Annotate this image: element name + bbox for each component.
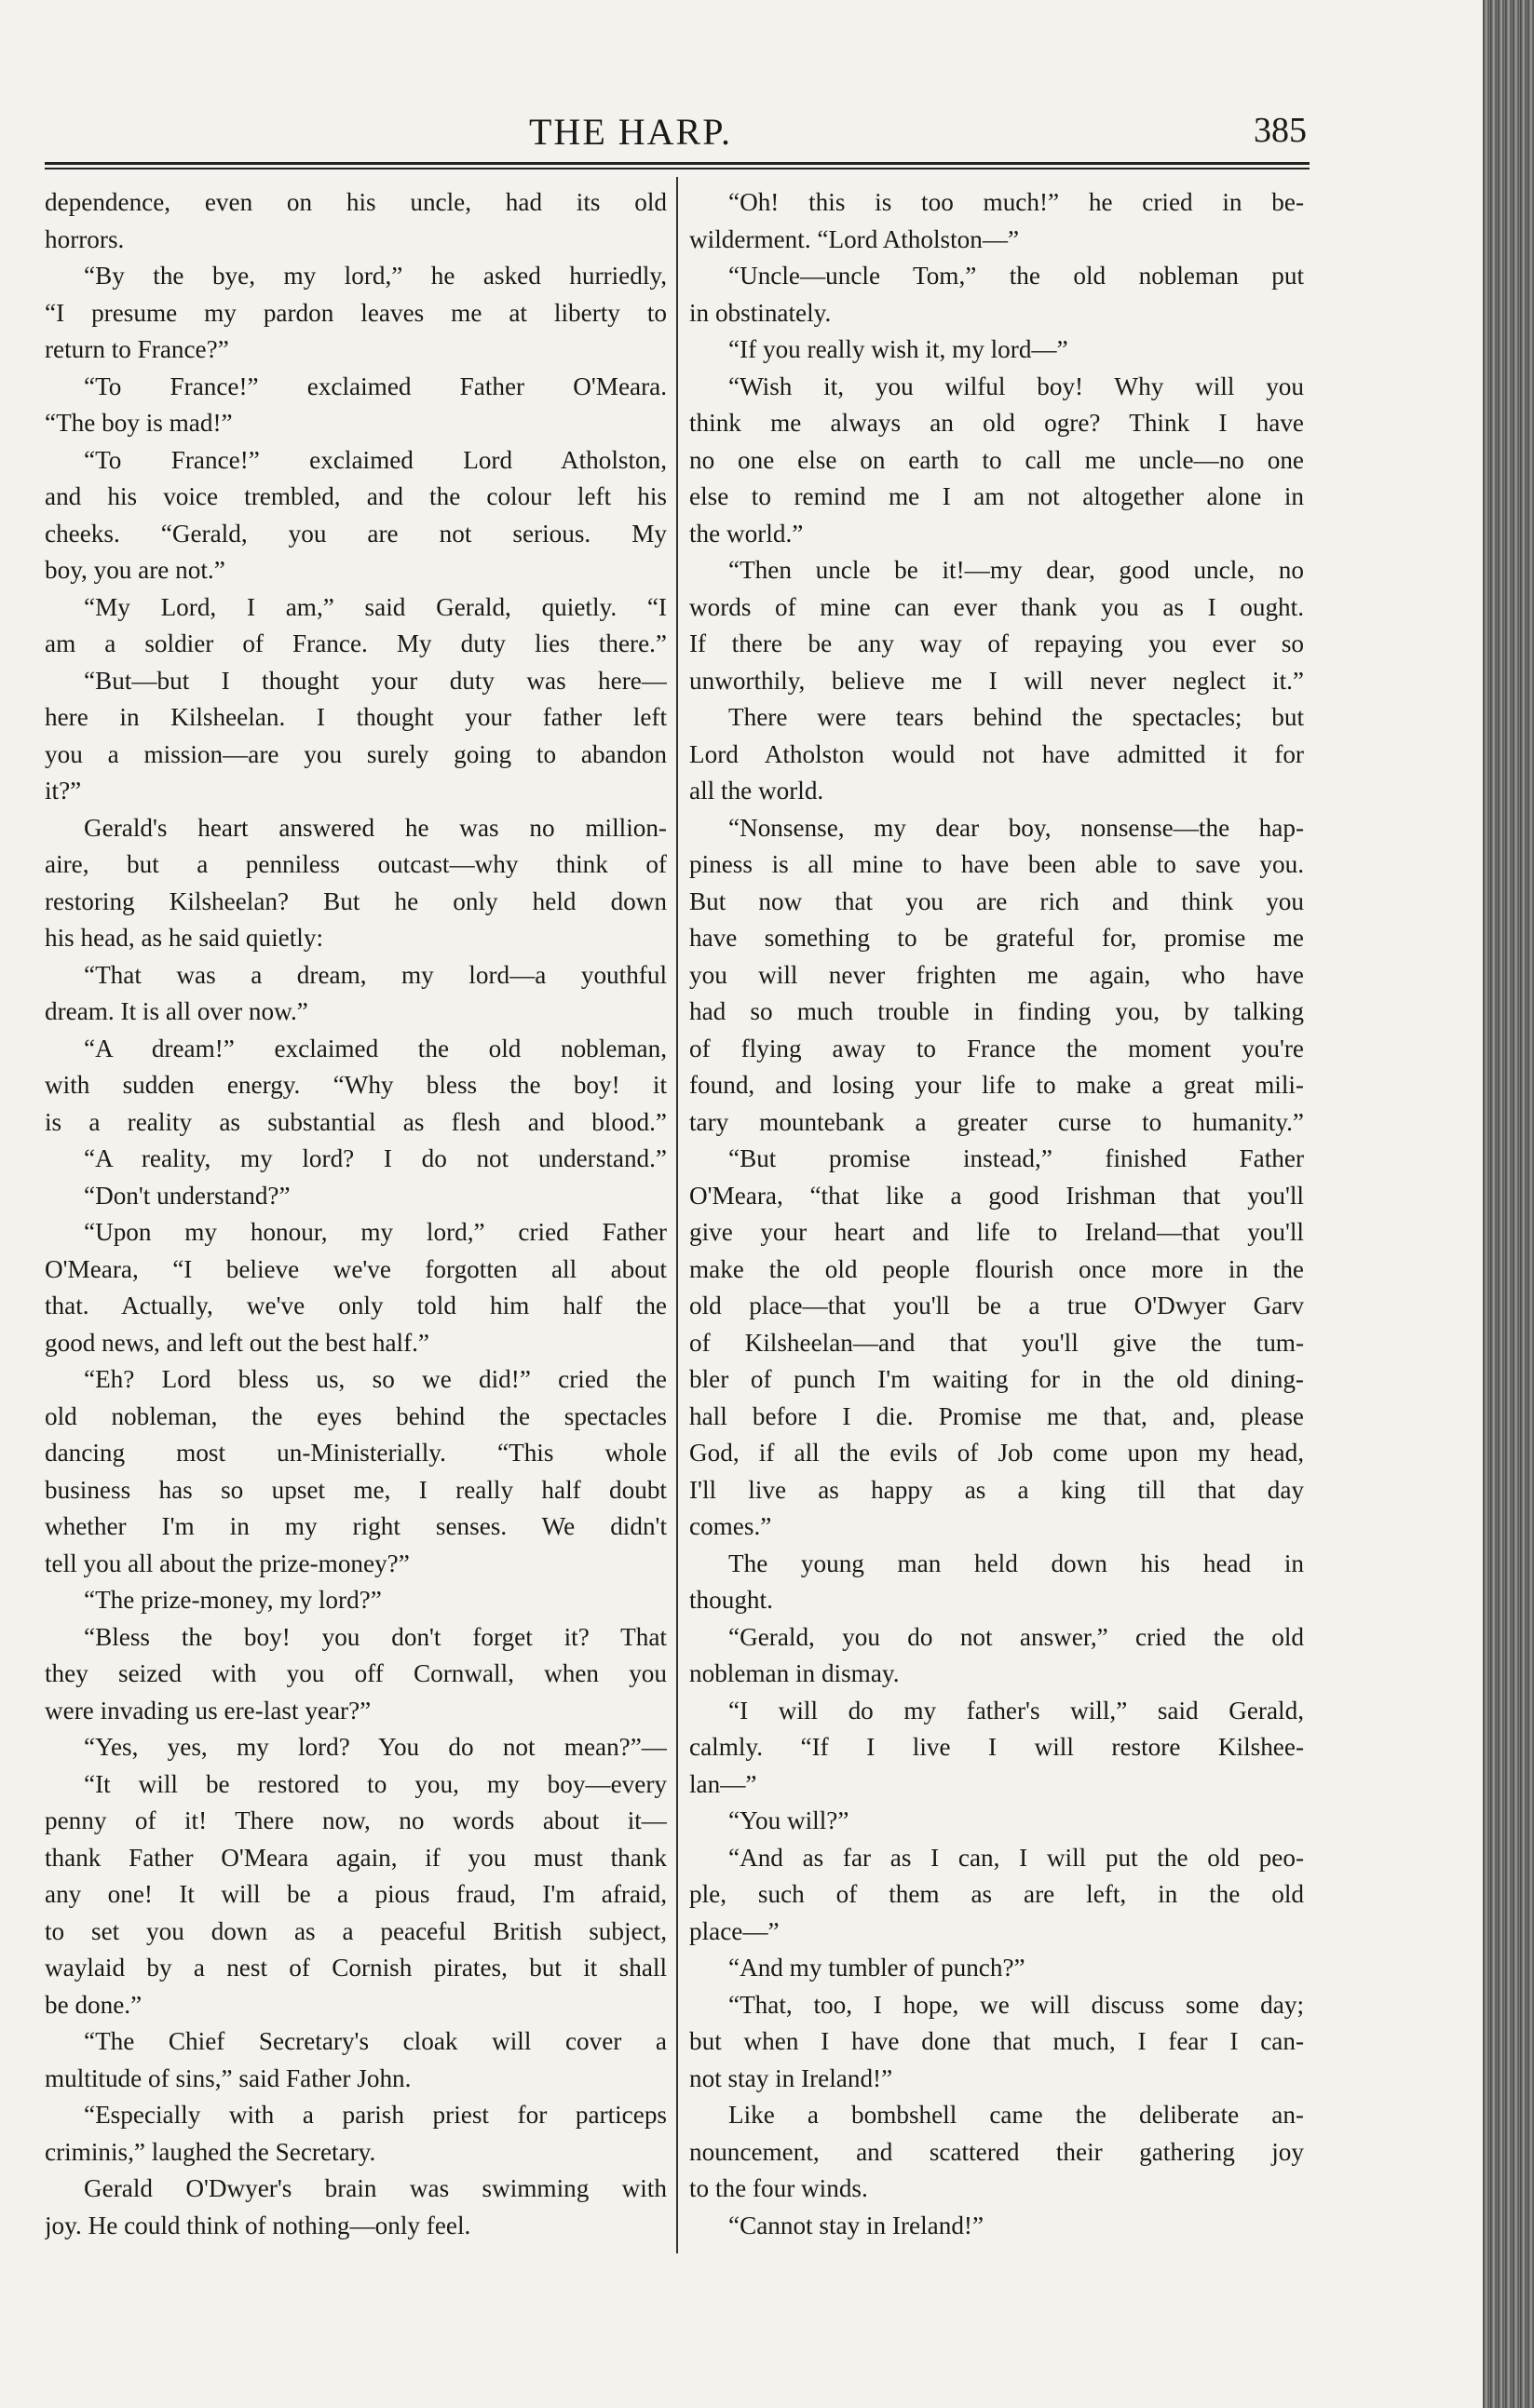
text-line: no one else on earth to call me uncle—no one [689,445,1304,474]
text-line: think me always an old ogre? Think I have [689,409,1304,437]
text-line: you a mission—are you surely going to abandon [45,739,667,768]
text-line: but when I have done that much, I fear I can- [689,2027,1304,2055]
text-line: unworthily, believe me I will never neglect it.” [689,666,1304,695]
text-line: good news, and left out the best half.” [45,1328,429,1357]
text-line: calmly. “If I live I will restore Kilshee- [689,1733,1304,1761]
text-line: joy. He could think of nothing—only feel. [45,2211,471,2239]
text-line: were invading us ere-last year?” [45,1696,372,1725]
text-line: of flying away to France the moment you're [689,1034,1304,1062]
text-line: comes.” [689,1512,772,1540]
text-line: Lord Atholston would not have admitted it for [689,739,1304,768]
page-header [45,110,1307,166]
text-line: “To France!” exclaimed Lord Atholston, [84,445,667,474]
text-line: is a reality as substantial as flesh and blood.” [45,1107,667,1136]
text-line: If there be any way of repaying you ever so [689,629,1304,657]
page-edge-scan-artifact [1483,0,1534,2408]
text-line: nouncement, and scattered their gathering joy [689,2137,1304,2166]
text-line: else to remind me I am not altogether alone in [689,482,1304,510]
text-line: “Uncle—uncle Tom,” the old nobleman put [728,262,1304,290]
text-line: be done.” [45,1990,143,2019]
text-line: the world.” [689,519,804,548]
text-line: “The Chief Secretary's cloak will cover a [84,2027,667,2055]
text-line: dependence, even on his uncle, had its old [45,188,667,216]
text-line: horrors. [45,224,125,253]
text-line: “I presume my pardon leaves me at liberty to [45,298,667,327]
text-line: “By the bye, my lord,” he asked hurriedly, [84,262,667,290]
text-line: with sudden energy. “Why bless the boy! it [45,1071,667,1099]
text-line: dancing most un-Ministerially. “This whole [45,1439,667,1467]
text-line: “Eh? Lord bless us, so we did!” cried the [84,1365,667,1393]
text-line: aire, but a penniless outcast—why think of [45,850,667,878]
text-line: dream. It is all over now.” [45,997,308,1025]
text-line: restoring Kilsheelan? But he only held down [45,886,667,915]
text-line: and his voice trembled, and the colour left his [45,482,667,510]
text-line: tary mountebank a greater curse to humanity.” [689,1107,1304,1136]
text-line: all the world. [689,777,824,805]
text-line: “You will?” [728,1806,849,1834]
text-line: “Especially with a parish priest for particeps [84,2101,667,2129]
text-line: “Don't understand?” [84,1181,291,1210]
text-line: “And as far as I can, I will put the old peo- [728,1843,1304,1872]
text-line: business has so upset me, I really half doubt [45,1475,667,1504]
text-line: tell you all about the prize-money?” [45,1549,410,1577]
header-rule-bottom [45,168,1310,169]
column-divider [676,177,678,2253]
text-line: penny of it! There now, no words about it— [45,1806,667,1834]
text-line: wilderment. “Lord Atholston—” [689,224,1020,253]
text-line: “My Lord, I am,” said Gerald, quietly. “I [84,592,667,621]
text-line: lan—” [689,1769,757,1798]
text-line: here in Kilsheelan. I thought your father left [45,703,667,731]
right-column [689,184,1304,2244]
text-line: to the four winds. [689,2174,868,2202]
text-line: make the old people flourish once more in the [689,1254,1304,1283]
text-line: “Cannot stay in Ireland!” [728,2211,984,2239]
text-line: “The prize-money, my lord?” [84,1586,382,1614]
text-line: There were tears behind the spectacles; but [728,703,1304,731]
text-line: The young man held down his head in [728,1549,1304,1577]
text-line: old place—that you'll be a true O'Dwyer Garv [689,1292,1304,1319]
text-line: “That, too, I hope, we will discuss some day; [728,1990,1304,2019]
text-line: God, if all the evils of Job come upon my head, [689,1439,1304,1467]
text-line: “But promise instead,” finished Father [728,1144,1304,1172]
text-line: thank Father O'Meara again, if you must thank [45,1843,667,1872]
text-line: O'Meara, “that like a good Irishman that you'll [689,1181,1304,1210]
text-line: of Kilsheelan—and that you'll give the tum- [689,1328,1304,1357]
header-rule-top [45,162,1310,165]
text-line: “Then uncle be it!—my dear, good uncle, no [728,556,1304,584]
text-line: you will never frighten me again, who have [689,960,1304,989]
text-line: multitude of sins,” said Father John. [45,2063,412,2092]
text-line: nobleman in dismay. [689,1659,900,1687]
text-line: Gerald's heart answered he was no million- [84,813,667,842]
text-line: Gerald O'Dwyer's brain was swimming with [84,2174,667,2202]
text-line: “But—but I thought your duty was here— [84,666,667,695]
text-line: piness is all mine to have been able to save you. [689,850,1304,878]
text-line: whether I'm in my right senses. We didn't [45,1512,667,1540]
text-line: But now that you are rich and think you [689,886,1304,915]
text-line: “A dream!” exclaimed the old nobleman, [84,1034,667,1062]
text-line: had so much trouble in finding you, by talking [689,997,1304,1025]
text-line: words of mine can ever thank you as I ought. [689,592,1304,621]
text-line: thought. [689,1586,773,1614]
text-line: “If you really wish it, my lord—” [728,335,1068,363]
text-line: cheeks. “Gerald, you are not serious. My [45,519,667,548]
text-line: give your heart and life to Ireland—that you'll [689,1218,1304,1246]
text-line: am a soldier of France. My duty lies there.” [45,629,667,657]
text-line: that. Actually, we've only told him half the [45,1292,667,1319]
text-line: “The boy is mad!” [45,409,233,437]
text-line: they seized with you off Cornwall, when you [45,1659,667,1687]
left-column [45,184,667,2244]
text-line: criminis,” laughed the Secretary. [45,2137,376,2166]
text-line: I'll live as happy as a king till that day [689,1475,1304,1504]
text-line: “Upon my honour, my lord,” cried Father [84,1218,667,1246]
text-line: “Gerald, you do not answer,” cried the old [728,1622,1304,1651]
text-line: to set you down as a peaceful British subject, [45,1916,667,1945]
text-line: “Wish it, you wilful boy! Why will you [728,372,1304,400]
text-line: O'Meara, “I believe we've forgotten all about [45,1254,667,1283]
publication-title: THE HARP. [529,111,733,153]
text-line: his head, as he said quietly: [45,924,323,952]
text-line: in obstinately. [689,298,832,327]
text-line: waylaid by a nest of Cornish pirates, but it shall [45,1954,667,1982]
text-line: hall before I die. Promise me that, and, please [689,1401,1304,1430]
text-line: any one! It will be a pious fraud, I'm afraid, [45,1880,667,1908]
text-line: “To France!” exclaimed Father O'Meara. [84,372,667,400]
text-line: place—” [689,1916,780,1945]
text-line: “Nonsense, my dear boy, nonsense—the hap- [728,813,1304,842]
text-line: “Yes, yes, my lord? You do not mean?”— [84,1733,667,1761]
text-line: it?” [45,777,82,805]
text-line: have something to be grateful for, promise me [689,924,1304,952]
text-line: Like a bombshell came the deliberate an- [728,2101,1304,2129]
text-line: “Oh! this is too much!” he cried in be- [728,188,1304,216]
text-line: found, and losing your life to make a great mili- [689,1071,1304,1099]
text-line: “A reality, my lord? I do not understand.” [84,1144,667,1172]
text-line: “And my tumbler of punch?” [728,1954,1025,1982]
text-line: old nobleman, the eyes behind the spectacles [45,1401,667,1430]
text-line: “I will do my father's will,” said Gerald, [728,1696,1304,1725]
text-line: “That was a dream, my lord—a youthful [84,960,667,989]
page-number: 385 [1254,111,1307,150]
text-line: “It will be restored to you, my boy—every [84,1769,667,1798]
text-line: bler of punch I'm waiting for in the old dining- [689,1365,1304,1393]
text-line: not stay in Ireland!” [689,2063,893,2092]
text-line: return to France?” [45,335,229,363]
text-line: ple, such of them as are left, in the old [689,1880,1304,1908]
text-line: boy, you are not.” [45,556,225,584]
text-line: “Bless the boy! you don't forget it? That [84,1622,667,1651]
